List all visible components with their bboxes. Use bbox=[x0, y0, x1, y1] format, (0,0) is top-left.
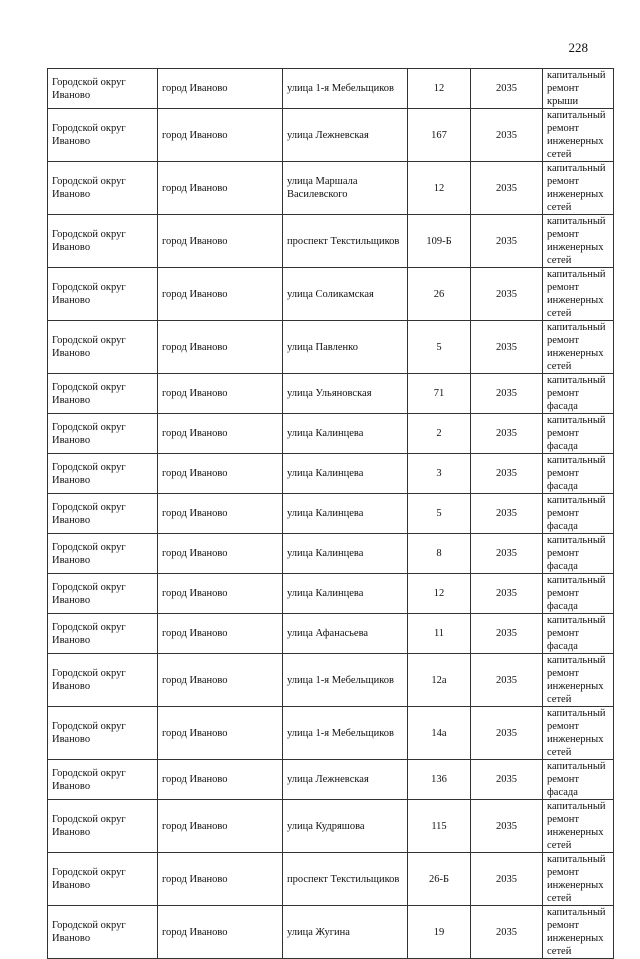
city-cell: город Иваново bbox=[158, 574, 283, 614]
year-cell: 2035 bbox=[471, 494, 543, 534]
city-cell: город Иваново bbox=[158, 414, 283, 454]
district-cell: Городской округ Иваново bbox=[48, 906, 158, 959]
house-number-cell: 12а bbox=[408, 654, 471, 707]
year-cell: 2035 bbox=[471, 69, 543, 109]
work-type-cell: капитальный ремонт инженерных сетей bbox=[543, 906, 614, 959]
street-cell: улица Калинцева bbox=[283, 414, 408, 454]
house-number-cell: 8 bbox=[408, 534, 471, 574]
year-cell: 2035 bbox=[471, 800, 543, 853]
house-number-cell: 5 bbox=[408, 321, 471, 374]
street-cell: улица Калинцева bbox=[283, 454, 408, 494]
street-cell: улица Павленко bbox=[283, 321, 408, 374]
table-row bbox=[48, 454, 614, 494]
city-cell: город Иваново bbox=[158, 614, 283, 654]
city-cell: город Иваново bbox=[158, 800, 283, 853]
district-cell: Городской округ Иваново bbox=[48, 109, 158, 162]
table-row bbox=[48, 760, 614, 800]
table-row bbox=[48, 69, 614, 109]
table-row bbox=[48, 853, 614, 906]
year-cell: 2035 bbox=[471, 534, 543, 574]
city-cell: город Иваново bbox=[158, 853, 283, 906]
year-cell: 2035 bbox=[471, 109, 543, 162]
table-row bbox=[48, 906, 614, 959]
city-cell: город Иваново bbox=[158, 760, 283, 800]
district-cell: Городской округ Иваново bbox=[48, 534, 158, 574]
house-number-cell: 167 bbox=[408, 109, 471, 162]
city-cell: город Иваново bbox=[158, 494, 283, 534]
work-type-cell: капитальный ремонт крыши bbox=[543, 69, 614, 109]
district-cell: Городской округ Иваново bbox=[48, 800, 158, 853]
street-cell: улица Жугина bbox=[283, 906, 408, 959]
city-cell: город Иваново bbox=[158, 109, 283, 162]
work-type-cell: капитальный ремонт инженерных сетей bbox=[543, 853, 614, 906]
work-type-cell: капитальный ремонт фасада bbox=[543, 534, 614, 574]
work-type-cell: капитальный ремонт фасада bbox=[543, 494, 614, 534]
year-cell: 2035 bbox=[471, 707, 543, 760]
table-row bbox=[48, 574, 614, 614]
house-number-cell: 5 bbox=[408, 494, 471, 534]
work-type-cell: капитальный ремонт инженерных сетей bbox=[543, 215, 614, 268]
street-cell: улица Афанасьева bbox=[283, 614, 408, 654]
city-cell: город Иваново bbox=[158, 374, 283, 414]
house-number-cell: 2 bbox=[408, 414, 471, 454]
district-cell: Городской округ Иваново bbox=[48, 654, 158, 707]
district-cell: Городской округ Иваново bbox=[48, 215, 158, 268]
table-body bbox=[48, 69, 614, 959]
city-cell: город Иваново bbox=[158, 268, 283, 321]
district-cell: Городской округ Иваново bbox=[48, 374, 158, 414]
house-number-cell: 12 bbox=[408, 574, 471, 614]
city-cell: город Иваново bbox=[158, 707, 283, 760]
work-type-cell: капитальный ремонт фасада bbox=[543, 574, 614, 614]
year-cell: 2035 bbox=[471, 760, 543, 800]
work-type-cell: капитальный ремонт фасада bbox=[543, 454, 614, 494]
district-cell: Городской округ Иваново bbox=[48, 414, 158, 454]
year-cell: 2035 bbox=[471, 654, 543, 707]
house-number-cell: 19 bbox=[408, 906, 471, 959]
street-cell: проспект Текстильщиков bbox=[283, 853, 408, 906]
work-type-cell: капитальный ремонт инженерных сетей bbox=[543, 800, 614, 853]
house-number-cell: 14а bbox=[408, 707, 471, 760]
year-cell: 2035 bbox=[471, 321, 543, 374]
house-number-cell: 26-Б bbox=[408, 853, 471, 906]
year-cell: 2035 bbox=[471, 906, 543, 959]
year-cell: 2035 bbox=[471, 374, 543, 414]
house-number-cell: 109-Б bbox=[408, 215, 471, 268]
work-type-cell: капитальный ремонт инженерных сетей bbox=[543, 268, 614, 321]
house-number-cell: 11 bbox=[408, 614, 471, 654]
work-type-cell: капитальный ремонт инженерных сетей bbox=[543, 707, 614, 760]
table-row bbox=[48, 534, 614, 574]
work-type-cell: капитальный ремонт фасада bbox=[543, 760, 614, 800]
year-cell: 2035 bbox=[471, 853, 543, 906]
street-cell: улица Ульяновская bbox=[283, 374, 408, 414]
house-number-cell: 3 bbox=[408, 454, 471, 494]
table-row bbox=[48, 162, 614, 215]
table-row bbox=[48, 414, 614, 454]
work-type-cell: капитальный ремонт фасада bbox=[543, 414, 614, 454]
street-cell: улица Калинцева bbox=[283, 574, 408, 614]
table-row bbox=[48, 614, 614, 654]
district-cell: Городской округ Иваново bbox=[48, 321, 158, 374]
year-cell: 2035 bbox=[471, 614, 543, 654]
district-cell: Городской округ Иваново bbox=[48, 707, 158, 760]
city-cell: город Иваново bbox=[158, 454, 283, 494]
repair-schedule-table bbox=[47, 68, 614, 959]
street-cell: проспект Текстильщиков bbox=[283, 215, 408, 268]
city-cell: город Иваново bbox=[158, 321, 283, 374]
work-type-cell: капитальный ремонт фасада bbox=[543, 614, 614, 654]
street-cell: улица Калинцева bbox=[283, 534, 408, 574]
page-number: 228 bbox=[568, 40, 588, 55]
district-cell: Городской округ Иваново bbox=[48, 69, 158, 109]
house-number-cell: 71 bbox=[408, 374, 471, 414]
city-cell: город Иваново bbox=[158, 906, 283, 959]
street-cell: улица Кудряшова bbox=[283, 800, 408, 853]
house-number-cell: 12 bbox=[408, 162, 471, 215]
district-cell: Городской округ Иваново bbox=[48, 454, 158, 494]
street-cell: улица Маршала Василевского bbox=[283, 162, 408, 215]
city-cell: город Иваново bbox=[158, 69, 283, 109]
table-row bbox=[48, 109, 614, 162]
table-row bbox=[48, 494, 614, 534]
city-cell: город Иваново bbox=[158, 162, 283, 215]
year-cell: 2035 bbox=[471, 162, 543, 215]
table-row bbox=[48, 374, 614, 414]
year-cell: 2035 bbox=[471, 268, 543, 321]
table-row bbox=[48, 707, 614, 760]
district-cell: Городской округ Иваново bbox=[48, 760, 158, 800]
table-row bbox=[48, 800, 614, 853]
year-cell: 2035 bbox=[471, 574, 543, 614]
district-cell: Городской округ Иваново bbox=[48, 853, 158, 906]
street-cell: улица Лежневская bbox=[283, 760, 408, 800]
work-type-cell: капитальный ремонт фасада bbox=[543, 374, 614, 414]
street-cell: улица Калинцева bbox=[283, 494, 408, 534]
year-cell: 2035 bbox=[471, 454, 543, 494]
house-number-cell: 12 bbox=[408, 69, 471, 109]
work-type-cell: капитальный ремонт инженерных сетей bbox=[543, 162, 614, 215]
street-cell: улица 1-я Мебельщиков bbox=[283, 69, 408, 109]
table-row bbox=[48, 268, 614, 321]
year-cell: 2035 bbox=[471, 215, 543, 268]
district-cell: Городской округ Иваново bbox=[48, 614, 158, 654]
district-cell: Городской округ Иваново bbox=[48, 574, 158, 614]
district-cell: Городской округ Иваново bbox=[48, 268, 158, 321]
street-cell: улица 1-я Мебельщиков bbox=[283, 707, 408, 760]
street-cell: улица Лежневская bbox=[283, 109, 408, 162]
street-cell: улица 1-я Мебельщиков bbox=[283, 654, 408, 707]
table-row bbox=[48, 654, 614, 707]
year-cell: 2035 bbox=[471, 414, 543, 454]
house-number-cell: 26 bbox=[408, 268, 471, 321]
house-number-cell: 115 bbox=[408, 800, 471, 853]
city-cell: город Иваново bbox=[158, 654, 283, 707]
district-cell: Городской округ Иваново bbox=[48, 162, 158, 215]
work-type-cell: капитальный ремонт инженерных сетей bbox=[543, 109, 614, 162]
table-row bbox=[48, 215, 614, 268]
work-type-cell: капитальный ремонт инженерных сетей bbox=[543, 321, 614, 374]
table-row bbox=[48, 321, 614, 374]
street-cell: улица Соликамская bbox=[283, 268, 408, 321]
district-cell: Городской округ Иваново bbox=[48, 494, 158, 534]
city-cell: город Иваново bbox=[158, 215, 283, 268]
work-type-cell: капитальный ремонт инженерных сетей bbox=[543, 654, 614, 707]
city-cell: город Иваново bbox=[158, 534, 283, 574]
house-number-cell: 136 bbox=[408, 760, 471, 800]
